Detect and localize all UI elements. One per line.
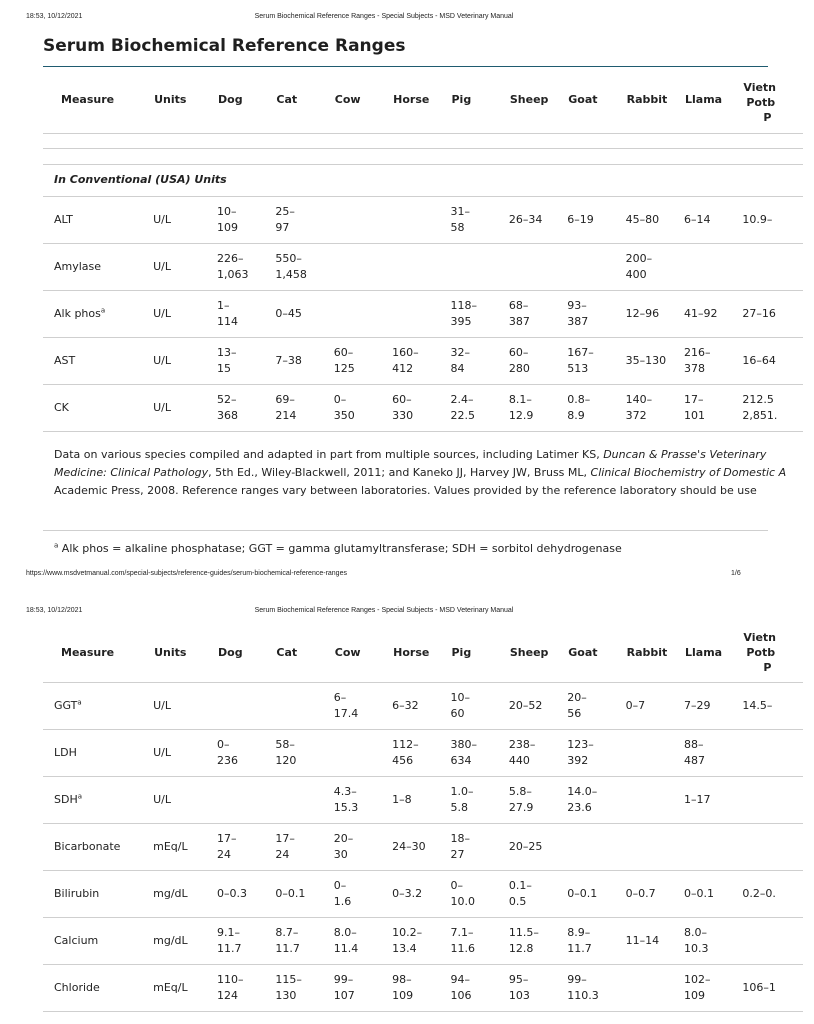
cell-cow: 99– 107 bbox=[323, 964, 381, 1011]
cell-dog: 110– 124 bbox=[206, 964, 264, 1011]
cell-measure: CK bbox=[43, 384, 142, 431]
cell-units: U/L bbox=[142, 243, 206, 290]
cell-viet bbox=[731, 823, 803, 870]
col-header-units: Units bbox=[142, 67, 206, 133]
table-notes bbox=[43, 446, 787, 566]
table-row bbox=[43, 196, 803, 243]
cell-viet: 0.2–0. bbox=[731, 870, 803, 917]
cell-units: mg/dL bbox=[142, 870, 206, 917]
cell-measure: Amylase bbox=[43, 243, 142, 290]
cell-horse: 24–30 bbox=[381, 823, 439, 870]
section-label: In Conventional (USA) Units bbox=[43, 164, 803, 196]
cell-llama bbox=[673, 823, 731, 870]
cell-cat: 58– 120 bbox=[264, 729, 322, 776]
col-header-cow: Cow bbox=[323, 67, 381, 133]
col-header-horse: Horse bbox=[381, 67, 439, 133]
table-row bbox=[43, 964, 803, 1011]
print-datetime: 18:53, 10/12/2021 bbox=[26, 13, 83, 20]
cell-pig: 32– 84 bbox=[440, 337, 498, 384]
cell-units: U/L bbox=[142, 776, 206, 823]
cell-dog: 9.1– 11.7 bbox=[206, 917, 264, 964]
cell-viet: 14.5– bbox=[731, 682, 803, 729]
cell-sheep: 11.5– 12.8 bbox=[498, 917, 556, 964]
cell-llama: 0–0.1 bbox=[673, 870, 731, 917]
cell-sheep: 238– 440 bbox=[498, 729, 556, 776]
col-header-pig: Pig bbox=[440, 67, 498, 133]
col-header-sheep: Sheep bbox=[498, 624, 556, 682]
print-document-title: Serum Biochemical Reference Ranges - Special Subjects - MSD Veterinary Manual bbox=[254, 13, 514, 20]
table-row bbox=[43, 729, 803, 776]
cell-horse: 98– 109 bbox=[381, 964, 439, 1011]
print-datetime: 18:53, 10/12/2021 bbox=[26, 607, 83, 614]
col-header-llama: Llama bbox=[673, 624, 731, 682]
reference-table-page1 bbox=[43, 67, 778, 432]
cell-pig: 10– 60 bbox=[440, 682, 498, 729]
cell-dog: 13– 15 bbox=[206, 337, 264, 384]
cell-horse: 10.2– 13.4 bbox=[381, 917, 439, 964]
cell-viet: 10.9– bbox=[731, 196, 803, 243]
cell-llama: 1–17 bbox=[673, 776, 731, 823]
col-header-horse: Horse bbox=[381, 624, 439, 682]
cell-viet bbox=[731, 729, 803, 776]
cell-cat: 115– 130 bbox=[264, 964, 322, 1011]
cell-viet: 106–1 bbox=[731, 964, 803, 1011]
cell-cat: 25– 97 bbox=[264, 196, 322, 243]
table-row bbox=[43, 917, 803, 964]
cell-cow: 6– 17.4 bbox=[323, 682, 381, 729]
cell-sheep: 8.1– 12.9 bbox=[498, 384, 556, 431]
cell-goat: 123– 392 bbox=[556, 729, 614, 776]
col-header-cat: Cat bbox=[264, 624, 322, 682]
col-header-measure: Measure bbox=[43, 67, 142, 133]
cell-goat: 0–0.1 bbox=[556, 870, 614, 917]
cell-llama: 41–92 bbox=[673, 290, 731, 337]
print-header bbox=[0, 13, 768, 27]
cell-pig: 0– 10.0 bbox=[440, 870, 498, 917]
cell-llama: 17– 101 bbox=[673, 384, 731, 431]
cell-measure: Bicarbonate bbox=[43, 823, 142, 870]
table-row bbox=[43, 776, 803, 823]
cell-measure: Alk phos$^a$ bbox=[43, 290, 142, 337]
footnote: $^a$ Alk phos = alkaline phosphatase; GGT = gamma glutamyltransferase; SDH = sorbitol dehydrogenase bbox=[54, 541, 622, 555]
cell-dog: 52– 368 bbox=[206, 384, 264, 431]
cell-horse: 60– 330 bbox=[381, 384, 439, 431]
col-header-cat: Cat bbox=[264, 67, 322, 133]
cell-goat: 8.9– 11.7 bbox=[556, 917, 614, 964]
col-header-goat: Goat bbox=[556, 67, 614, 133]
cell-viet bbox=[731, 776, 803, 823]
cell-measure: Calcium bbox=[43, 917, 142, 964]
cell-horse bbox=[381, 196, 439, 243]
cell-dog: 226– 1,063 bbox=[206, 243, 264, 290]
table-row bbox=[43, 243, 803, 290]
cell-cow bbox=[323, 243, 381, 290]
cell-measure: SDH$^a$ bbox=[43, 776, 142, 823]
cell-rabbit: 0–7 bbox=[615, 682, 673, 729]
reference-table-page2 bbox=[43, 624, 777, 1024]
cell-viet bbox=[731, 917, 803, 964]
cell-pig bbox=[440, 243, 498, 290]
table-row bbox=[43, 823, 803, 870]
cell-dog: 10– 109 bbox=[206, 196, 264, 243]
cell-cat bbox=[264, 682, 322, 729]
col-header-dog: Dog bbox=[206, 624, 264, 682]
cell-rabbit: 11–14 bbox=[615, 917, 673, 964]
cell-cow: 60– 125 bbox=[323, 337, 381, 384]
cell-units: U/L bbox=[142, 384, 206, 431]
cell-pig: 118– 395 bbox=[440, 290, 498, 337]
cell-units: U/L bbox=[142, 729, 206, 776]
cell-cat: 17– 24 bbox=[264, 823, 322, 870]
cell-units: U/L bbox=[142, 682, 206, 729]
cell-goat: 93– 387 bbox=[556, 290, 614, 337]
cell-horse bbox=[381, 290, 439, 337]
cell-sheep: 95– 103 bbox=[498, 964, 556, 1011]
cell-goat: 20– 56 bbox=[556, 682, 614, 729]
cell-units: U/L bbox=[142, 337, 206, 384]
table-row bbox=[43, 337, 803, 384]
table-row bbox=[43, 290, 803, 337]
cell-cow: 8.0– 11.4 bbox=[323, 917, 381, 964]
cell-cow: 4.3– 15.3 bbox=[323, 776, 381, 823]
col-header-pig: Pig bbox=[440, 624, 498, 682]
col-header-dog: Dog bbox=[206, 67, 264, 133]
cell-sheep: 26–34 bbox=[498, 196, 556, 243]
cell-goat: 99– 110.3 bbox=[556, 964, 614, 1011]
col-header-measure: Measure bbox=[43, 624, 142, 682]
cell-viet: 212.5 2,851. bbox=[731, 384, 803, 431]
cell-sheep: 68– 387 bbox=[498, 290, 556, 337]
cell-dog: 1– 114 bbox=[206, 290, 264, 337]
cell-horse: 1–8 bbox=[381, 776, 439, 823]
col-header-vietnamese-potbellied-pig: Vietn Potb P bbox=[731, 67, 803, 133]
print-document-title: Serum Biochemical Reference Ranges - Special Subjects - MSD Veterinary Manual bbox=[254, 607, 514, 614]
cell-rabbit: 12–96 bbox=[615, 290, 673, 337]
cell-dog: 17– 24 bbox=[206, 823, 264, 870]
footnote-divider bbox=[43, 530, 768, 531]
cell-cow: 0– 1.6 bbox=[323, 870, 381, 917]
cell-horse: 112– 456 bbox=[381, 729, 439, 776]
cell-goat: 167– 513 bbox=[556, 337, 614, 384]
cell-cow bbox=[323, 196, 381, 243]
table-row bbox=[43, 384, 803, 431]
cell-sheep: 20–25 bbox=[498, 823, 556, 870]
cell-pig: 94– 106 bbox=[440, 964, 498, 1011]
cell-cat: 69– 214 bbox=[264, 384, 322, 431]
page-title: Serum Biochemical Reference Ranges bbox=[43, 36, 406, 56]
cell-llama: 6–14 bbox=[673, 196, 731, 243]
cell-llama: 216– 378 bbox=[673, 337, 731, 384]
source-note: Data on various species compiled and adapted in part from multiple sources, including Latimer KS, Duncan & Prasse's Veterinary Medicine: Clinical Pathology, 5th Ed., Wiley-Blackwell, 2011; and Kaneko JJ, Harvey JW, Bruss ML, Clinical Biochemistry of Domestic A Academic Press, 2008. Reference ranges vary between laboratories. Values provided by the reference laboratory should be use bbox=[54, 448, 787, 497]
cell-llama: 7–29 bbox=[673, 682, 731, 729]
cell-llama: 88– 487 bbox=[673, 729, 731, 776]
cell-pig: 7.1– 11.6 bbox=[440, 917, 498, 964]
cell-cow bbox=[323, 290, 381, 337]
cell-goat: 0.8– 8.9 bbox=[556, 384, 614, 431]
cell-horse: 6–32 bbox=[381, 682, 439, 729]
cell-dog bbox=[206, 776, 264, 823]
cell-measure: Bilirubin bbox=[43, 870, 142, 917]
spacer-row bbox=[43, 148, 803, 164]
cell-pig: 31– 58 bbox=[440, 196, 498, 243]
col-header-rabbit: Rabbit bbox=[615, 67, 673, 133]
cell-rabbit: 140– 372 bbox=[615, 384, 673, 431]
cell-llama bbox=[673, 243, 731, 290]
cell-units: U/L bbox=[142, 290, 206, 337]
print-header bbox=[0, 607, 768, 621]
cell-dog bbox=[206, 682, 264, 729]
cell-rabbit: 45–80 bbox=[615, 196, 673, 243]
table-row bbox=[43, 682, 803, 729]
cell-measure: ALT bbox=[43, 196, 142, 243]
cell-units: mg/dL bbox=[142, 917, 206, 964]
cell-rabbit bbox=[615, 776, 673, 823]
cell-goat: 14.0– 23.6 bbox=[556, 776, 614, 823]
cell-dog: 0– 236 bbox=[206, 729, 264, 776]
cell-units: U/L bbox=[142, 196, 206, 243]
cell-measure: GGT$^a$ bbox=[43, 682, 142, 729]
cell-rabbit bbox=[615, 823, 673, 870]
cell-llama: 8.0– 10.3 bbox=[673, 917, 731, 964]
col-header-llama: Llama bbox=[673, 67, 731, 133]
cell-pig: 18– 27 bbox=[440, 823, 498, 870]
section-row bbox=[43, 164, 803, 196]
col-header-goat: Goat bbox=[556, 624, 614, 682]
cell-goat bbox=[556, 243, 614, 290]
cell-viet bbox=[731, 243, 803, 290]
cell-rabbit bbox=[615, 729, 673, 776]
cell-cat: 8.7– 11.7 bbox=[264, 917, 322, 964]
cell-viet: 16–64 bbox=[731, 337, 803, 384]
cell-measure: LDH bbox=[43, 729, 142, 776]
cell-goat: 6–19 bbox=[556, 196, 614, 243]
table-header-row bbox=[43, 67, 803, 133]
cell-dog: 0–0.3 bbox=[206, 870, 264, 917]
spacer-row bbox=[43, 133, 803, 148]
cell-pig: 1.0– 5.8 bbox=[440, 776, 498, 823]
cell-horse: 0–3.2 bbox=[381, 870, 439, 917]
print-page-number: 1/6 bbox=[731, 570, 741, 577]
print-url: https://www.msdvetmanual.com/special-subjects/reference-guides/serum-biochemical-reference-ranges bbox=[26, 570, 347, 577]
cell-viet: 27–16 bbox=[731, 290, 803, 337]
cell-horse: 160– 412 bbox=[381, 337, 439, 384]
cell-units: mEq/L bbox=[142, 823, 206, 870]
col-header-rabbit: Rabbit bbox=[615, 624, 673, 682]
col-header-sheep: Sheep bbox=[498, 67, 556, 133]
col-header-units: Units bbox=[142, 624, 206, 682]
cell-measure: AST bbox=[43, 337, 142, 384]
cell-rabbit: 200– 400 bbox=[615, 243, 673, 290]
cell-cat: 550– 1,458 bbox=[264, 243, 322, 290]
cell-cow: 20– 30 bbox=[323, 823, 381, 870]
cell-sheep bbox=[498, 243, 556, 290]
cell-cat: 0–45 bbox=[264, 290, 322, 337]
cell-sheep: 20–52 bbox=[498, 682, 556, 729]
cell-sheep: 5.8– 27.9 bbox=[498, 776, 556, 823]
col-header-cow: Cow bbox=[323, 624, 381, 682]
cell-cat: 0–0.1 bbox=[264, 870, 322, 917]
cell-cat bbox=[264, 776, 322, 823]
cell-cow bbox=[323, 729, 381, 776]
cell-measure: Chloride bbox=[43, 964, 142, 1011]
cell-goat bbox=[556, 823, 614, 870]
cell-rabbit bbox=[615, 964, 673, 1011]
cell-rabbit: 0–0.7 bbox=[615, 870, 673, 917]
cell-rabbit: 35–130 bbox=[615, 337, 673, 384]
col-header-vietnamese-potbellied-pig: Vietn Potb P bbox=[731, 624, 803, 682]
cell-horse bbox=[381, 243, 439, 290]
cell-pig: 2.4– 22.5 bbox=[440, 384, 498, 431]
cell-units: mEq/L bbox=[142, 964, 206, 1011]
cell-llama: 102– 109 bbox=[673, 964, 731, 1011]
cell-sheep: 60– 280 bbox=[498, 337, 556, 384]
cell-cat: 7–38 bbox=[264, 337, 322, 384]
cell-cow: 0– 350 bbox=[323, 384, 381, 431]
cell-sheep: 0.1– 0.5 bbox=[498, 870, 556, 917]
cell-pig: 380– 634 bbox=[440, 729, 498, 776]
table-row bbox=[43, 870, 803, 917]
table-header-row bbox=[43, 624, 803, 682]
